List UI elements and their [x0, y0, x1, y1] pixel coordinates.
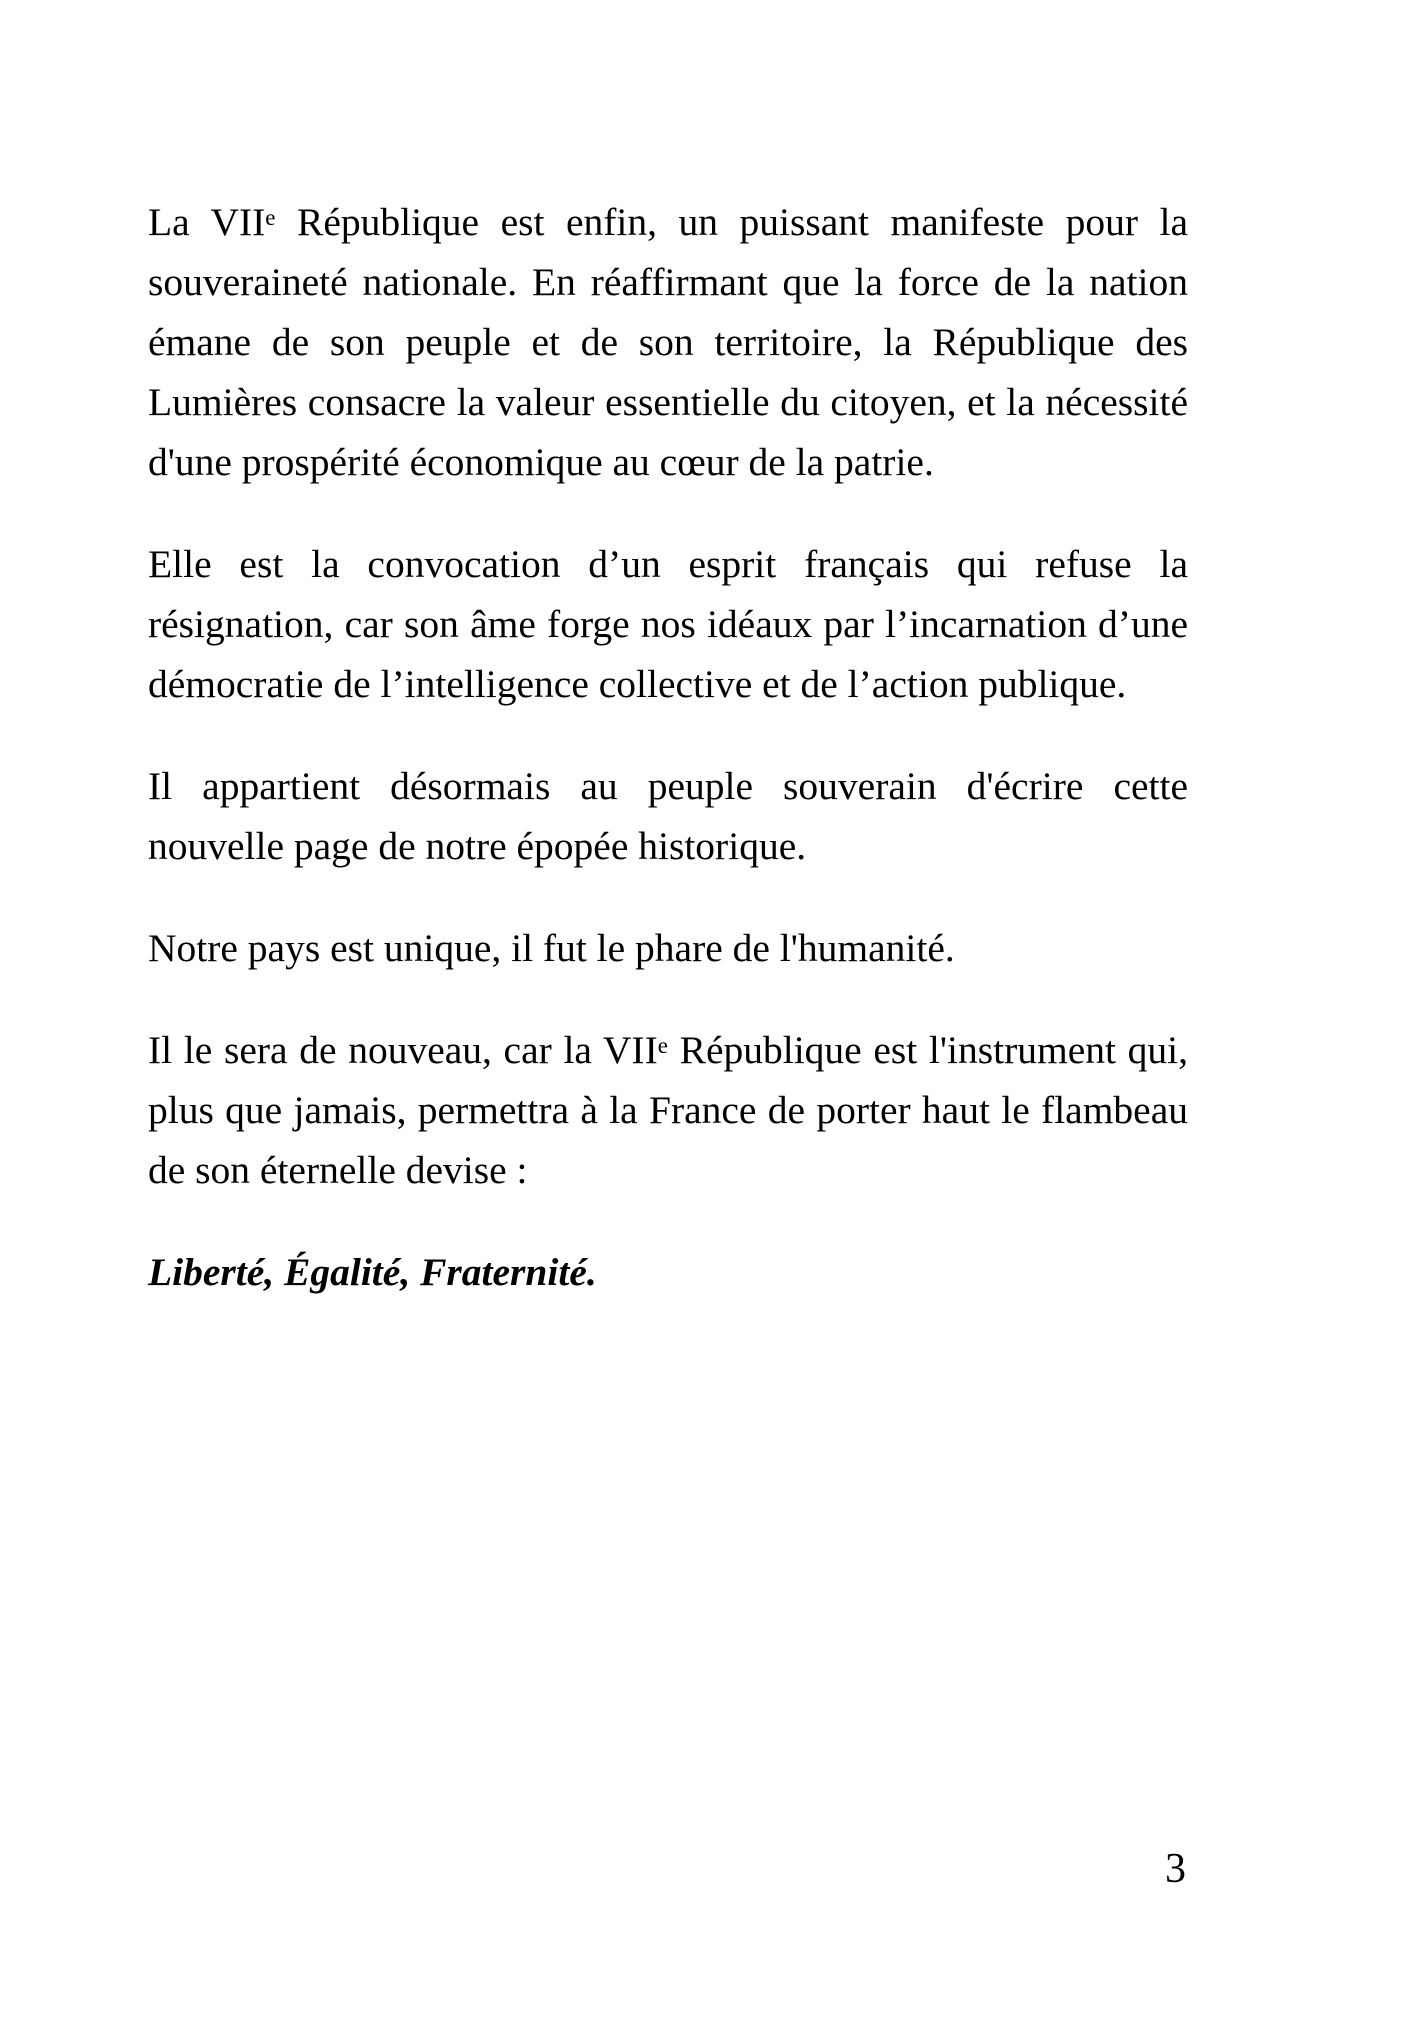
page-number: 3: [1165, 1846, 1186, 1892]
text-block: [148, 192, 1188, 1344]
motto-line: [148, 1242, 1188, 1302]
paragraph-text: Liberté, Égalité, Fraternité.: [148, 1250, 597, 1294]
paragraph-text: Elle est la convocation d’un esprit français qui refuse la résignation, car son âme forge nos idéaux par l’incarnation d’une démocratie de l’intelligence collective et de l’action publique.: [148, 542, 1188, 706]
body-paragraph: [148, 756, 1188, 876]
body-paragraph: [148, 534, 1188, 714]
paragraph-text: Il le sera de nouveau, car la VII: [148, 1028, 658, 1072]
paragraph-text: Notre pays est unique, il fut le phare de l'humanité.: [148, 926, 955, 970]
paragraph-text: La VII: [148, 200, 266, 244]
ordinal-superscript: e: [265, 205, 276, 231]
body-paragraph: [148, 918, 1188, 978]
body-paragraph: [148, 1020, 1188, 1200]
paragraph-text: République est enfin, un puissant manifeste pour la souveraineté nationale. En réaffirmant que la force de la nation émane de son peuple et de son territoire, la République des Lumières consacre la valeur essentielle du citoyen, et la nécessité d'une prospérité économique au cœur de la patrie.: [148, 200, 1189, 484]
body-paragraph: [148, 192, 1188, 492]
paragraph-text: République est l'instrument qui, plus que jamais, permettra à la France de porter haut le flambeau de son éternelle devise :: [148, 1028, 1188, 1192]
paragraph-text: Il appartient désormais au peuple souverain d'écrire cette nouvelle page de notre épopée historique.: [148, 764, 1188, 868]
ordinal-superscript: e: [657, 1033, 668, 1059]
